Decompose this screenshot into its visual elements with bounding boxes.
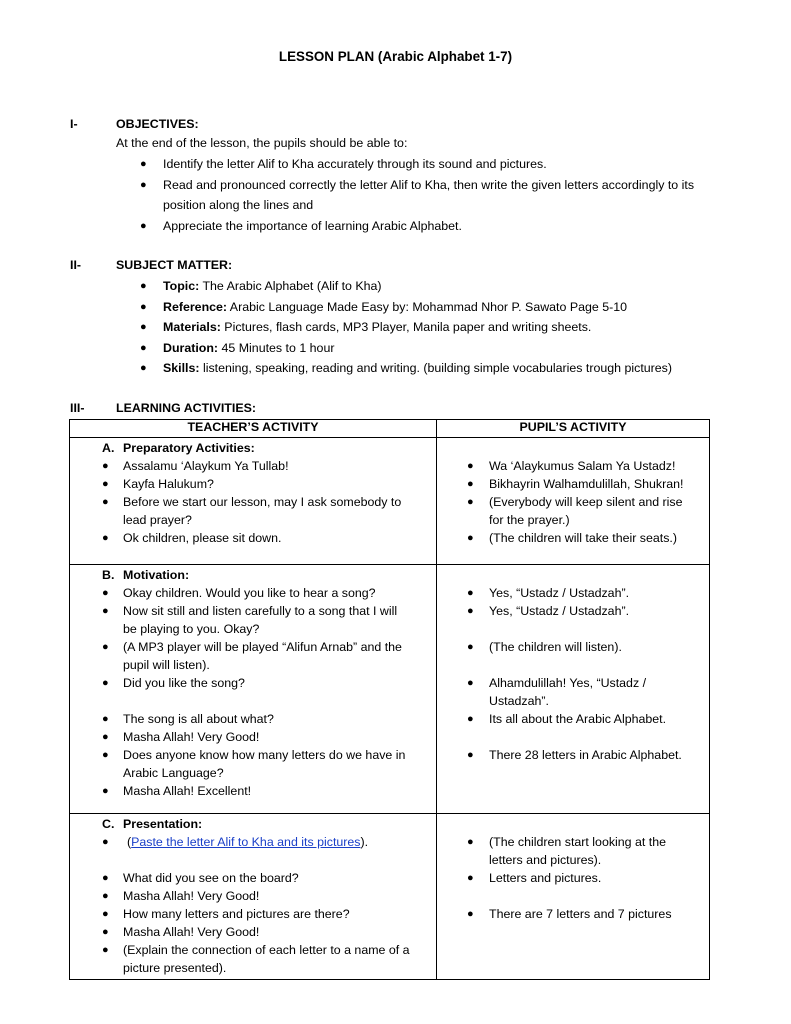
pupil-cell-motivation: ● Yes, “Ustadz / Ustadzah”. ● Yes, “Ustadz / Ustadzah”. ● (The children will listen). ● Alhamdulillah! Yes, “Ustadz / Ustadzah”. ● Its all about the Arabic Alphabet. ● There 28 letters in Arabic Alphabet. [467, 586, 682, 762]
table-row [70, 814, 710, 980]
objectives-intro: At the end of the lesson, the pupils should be able to: [116, 136, 408, 150]
teacher-activity-header: TEACHER’S ACTIVITY [70, 420, 437, 438]
presentation-heading: Presentation: [123, 817, 203, 831]
pupil-activity-header: PUPIL’S ACTIVITY [437, 420, 710, 438]
teacher-cell-presentation: C. Presentation: ● (Paste the letter Alif to Kha and its pictures). ● What did you see on the board? ● Masha Allah! Very Good! ● How many letters and pictures are there? ● Masha Allah! Very Good! ● (Explain the connection of each letter to a name of a picture presented). [102, 817, 410, 975]
page-title: LESSON PLAN (Arabic Alphabet 1-7) [278, 49, 513, 64]
table-row [70, 438, 710, 565]
paste-letters-link[interactable]: Paste the letter Alif to Kha and its pictures [131, 835, 361, 849]
section-heading-objectives: OBJECTIVES: [116, 117, 199, 131]
pupil-cell-preparatory: ● Wa ‘Alaykumus Salam Ya Ustadz! ● Bikhayrin Walhamdulillah, Shukran! ● (Everybody will keep silent and rise for the prayer.) ● (The children will take their seats.) [467, 459, 684, 545]
table-header-row [70, 420, 710, 438]
section-number-objectives: I- [70, 117, 78, 131]
section-number-subject: II- [70, 258, 82, 272]
preparatory-heading: Preparatory Activities: [123, 441, 255, 455]
section-number-activities: III- [70, 401, 85, 415]
learning-activities-table [69, 419, 710, 980]
pupil-cell-presentation: ● (The children start looking at the letters and pictures). ● Letters and pictures. ● There are 7 letters and 7 pictures [467, 835, 672, 921]
teacher-cell-preparatory: A. Preparatory Activities: ● Assalamu ‘Alaykum Ya Tullab! ● Kayfa Halukum? ● Before we start our lesson, may I ask somebody to lead prayer? ● Ok children, please sit down. [102, 441, 402, 545]
section-heading-activities: LEARNING ACTIVITIES: [116, 401, 256, 415]
motivation-heading: Motivation: [123, 568, 190, 582]
teacher-cell-motivation: B. Motivation: ● Okay children. Would you like to hear a song? ● Now sit still and listen carefully to a song that I will be playing to you. Okay? ● (A MP3 player will be played “Alifun Arnab” and the pupil will listen). ● Did you like the song? ● The song is all about what? ● Masha Allah! Very Good! ● Does anyone know how many letters do we have in Arabic Language? ● Masha Allah! Excellent! [102, 568, 406, 798]
lesson-plan-page: LESSON PLAN (Arabic Alphabet 1-7) I- OBJECTIVES: At the end of the lesson, the pupils should be able to: ● Identify the letter Alif to Kha accurately through its sound and pictures. ● Read and pronounced correctly the letter Alif to Kha, then write the given letters accordingly to its position along the lines and ● Appreciate the importance of learning Arabic Alphabet. II- SUBJECT MATTER: ● Topic: The Arabic Alphabet (Alif to Kha) ● Reference: Arabic Language Made Easy by: Mohammad Nhor P. Sawato Page 5-10 ● Materials: Pictures, flash cards, MP3 Player, Manila paper and writing sheets. ● Duration: 45 Minutes to 1 hour ● Skills: listening, speaking, reading and writing. (building simple vocabularies trough pictures) III- LEARNING ACTIVITIES: TEACHER’S ACTIVITY PUPIL’S ACTIVITY A. Preparatory Activities: ● Assalamu ‘Alaykum Ya Tullab! ● Kayfa Halukum? ● Before we start our lesson, may I ask somebody to lead prayer? ● Ok children, please sit down. ● Wa ‘Alaykumus Salam Ya Ustadz! ● Bikhayrin Walhamdulillah, Shukran! ● (Everybody will keep silent and rise for the prayer.) ● (The children will take their seats.) B. Motivation: ● Okay children. Would you like to hear a song? ● Now sit still and listen carefully to a song that I will be playing to you. Okay? ● (A MP3 player will be played “Alifun Arnab” and the pupil will listen). ● Did you like the song? ● The song is all about what? ● Masha Allah! Very Good! ● Does anyone know how many letters do we have in Arabic Language? ● Masha Allah! Excellent! ● Yes, “Ustadz / Ustadzah”. ● Yes, “Ustadz / Ustadzah”. ● (The children will listen). ● Alhamdulillah! Yes, “Ustadz / Ustadzah”. ● Its all about the Arabic Alphabet. ● There 28 letters in Arabic Alphabet. C. Presentation: ● (Paste the letter Alif to Kha and its pictures). ● What did you see on the board? ● Masha Allah! Very Good! ● How many letters and pictures are there? ● Masha Allah! Very Good! ● (Explain the connection of each letter to a name of a picture presented). ● (The children start looking at the letters and pictures). ● Letters and pictures. ● There are 7 letters and 7 pictures [0, 0, 791, 1024]
table-row [70, 565, 710, 814]
section-heading-subject: SUBJECT MATTER: [116, 258, 233, 272]
